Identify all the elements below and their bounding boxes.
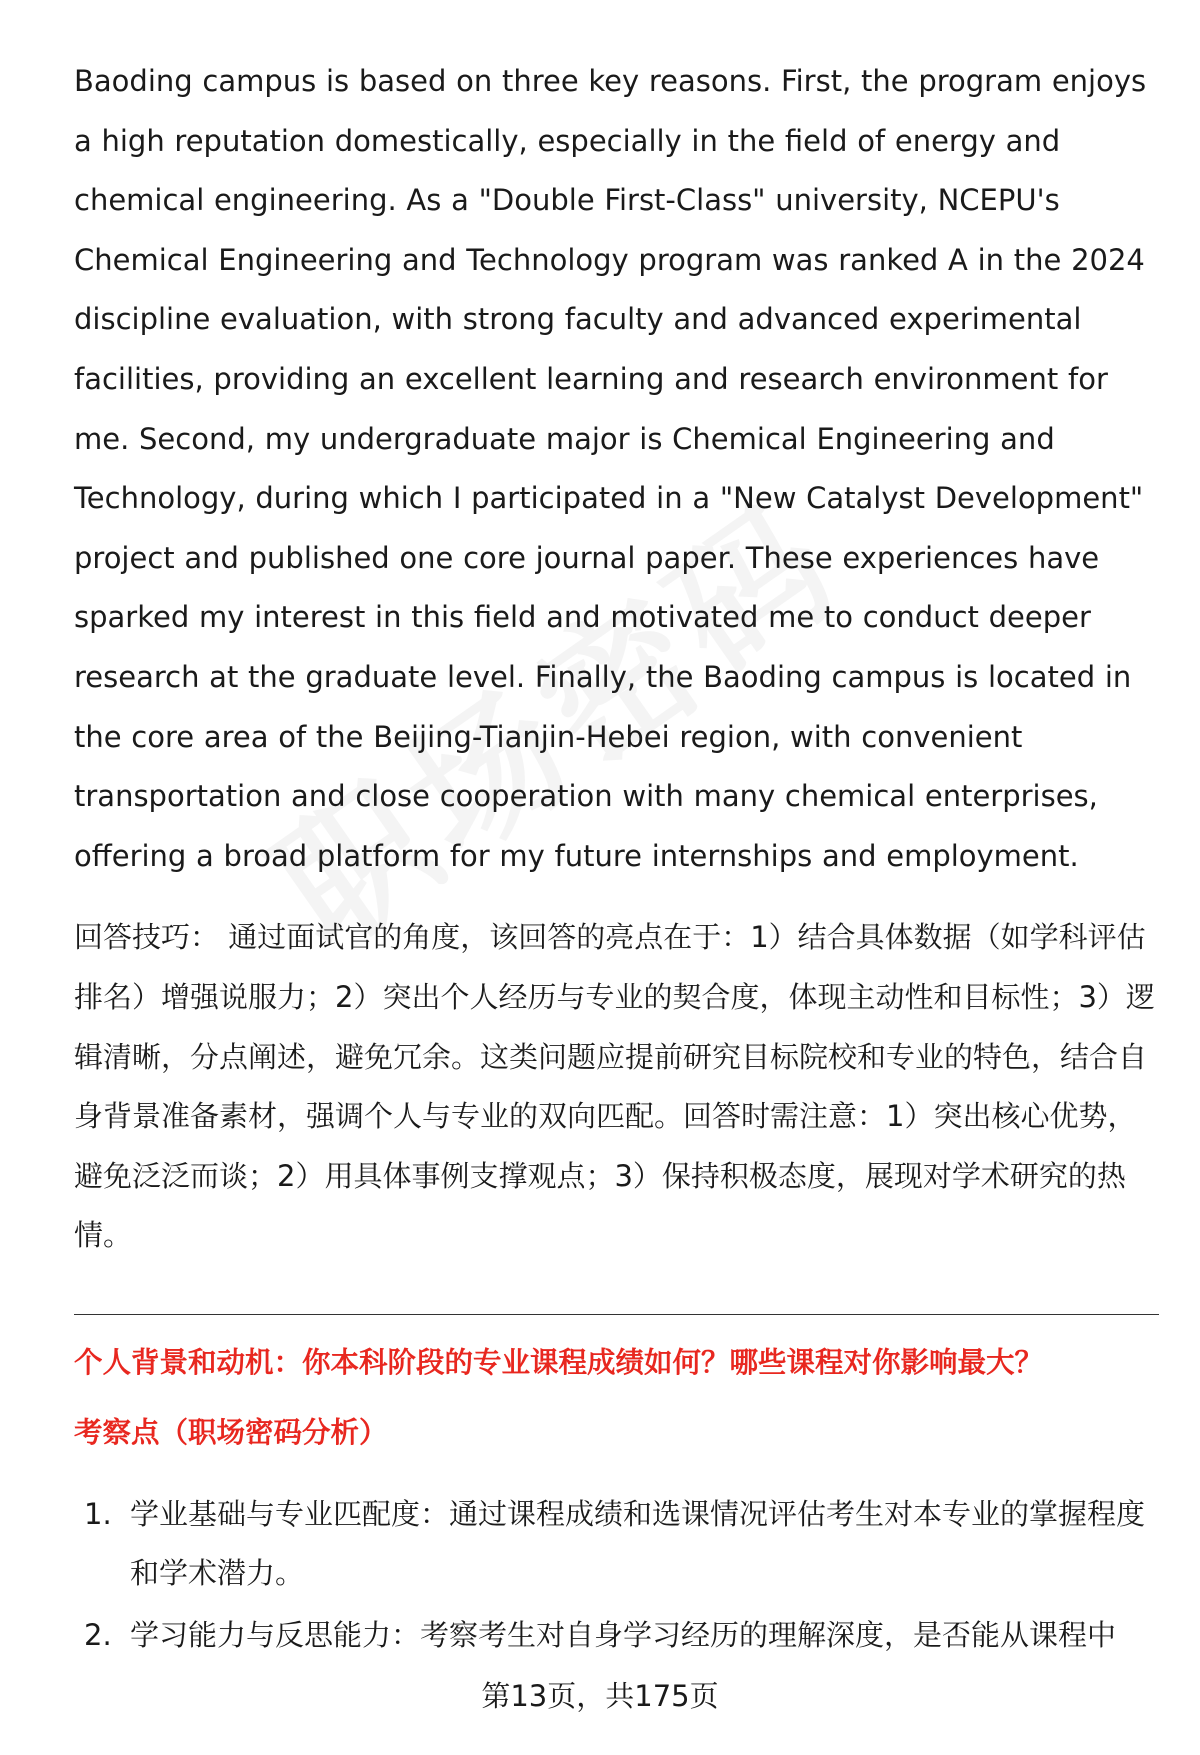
list-item-number: 2. bbox=[84, 1618, 112, 1653]
assessment-list bbox=[74, 1485, 1159, 1666]
assessment-subheading: 考察点（职场密码分析） bbox=[74, 1415, 388, 1449]
tips-paragraph: 回答技巧： 通过面试官的角度，该回答的亮点在于：1）结合具体数据（如学科评估排名）增强说服力；2）突出个人经历与专业的契合度，体现主动性和目标性；3）逻辑清晰，分点阐述，避免冗余。这类问题应提前研究目标院校和专业的特色，结合自身背景准备素材，强调个人与专业的双向匹配。回答时需注意：1）突出核心优势，避免泛泛而谈；2）用具体事例支撑观点；3）保持积极态度，展现对学术研究的热情。 bbox=[74, 920, 1155, 1253]
list-item bbox=[74, 1606, 1159, 1666]
list-item-text: 学习能力与反思能力：考察考生对自身学习经历的理解深度，是否能从课程中 bbox=[130, 1618, 1117, 1653]
question-heading: 个人背景和动机：你本科阶段的专业课程成绩如何？哪些课程对你影响最大？ bbox=[74, 1345, 1044, 1379]
page-footer: 第13页，共175页 bbox=[481, 1679, 719, 1713]
answer-paragraph: Baoding campus is based on three key reasons. First, the program enjoys a high reputation domestically, especially in the field of energy and chemical engineering. As a "Double First-Class" university, NCEPU's Chemical Engineering and Technology program was ranked A in the 2024 discipline evaluation, with strong faculty and advanced experimental facilities, providing an excellent learning and research environment for me. Second, my undergraduate major is Chemical Engineering and Technology, during which I participated in a "New Catalyst Development" project and published one core journal paper. These experiences have sparked my interest in this field and motivated me to conduct deeper research at the graduate level. Finally, the Baoding campus is located in the core area of the Beijing-Tianjin-Hebei region, with convenient transportation and close cooperation with many chemical enterprises, offering a broad platform for my future internships and employment. bbox=[74, 64, 1147, 873]
list-item-text: 学业基础与专业匹配度：通过课程成绩和选课情况评估考生对本专业的掌握程度和学术潜力。 bbox=[130, 1496, 1146, 1591]
list-item bbox=[74, 1485, 1159, 1604]
list-item-number: 1. bbox=[84, 1496, 112, 1531]
section-divider bbox=[74, 1314, 1159, 1315]
page-content bbox=[74, 52, 1159, 1668]
